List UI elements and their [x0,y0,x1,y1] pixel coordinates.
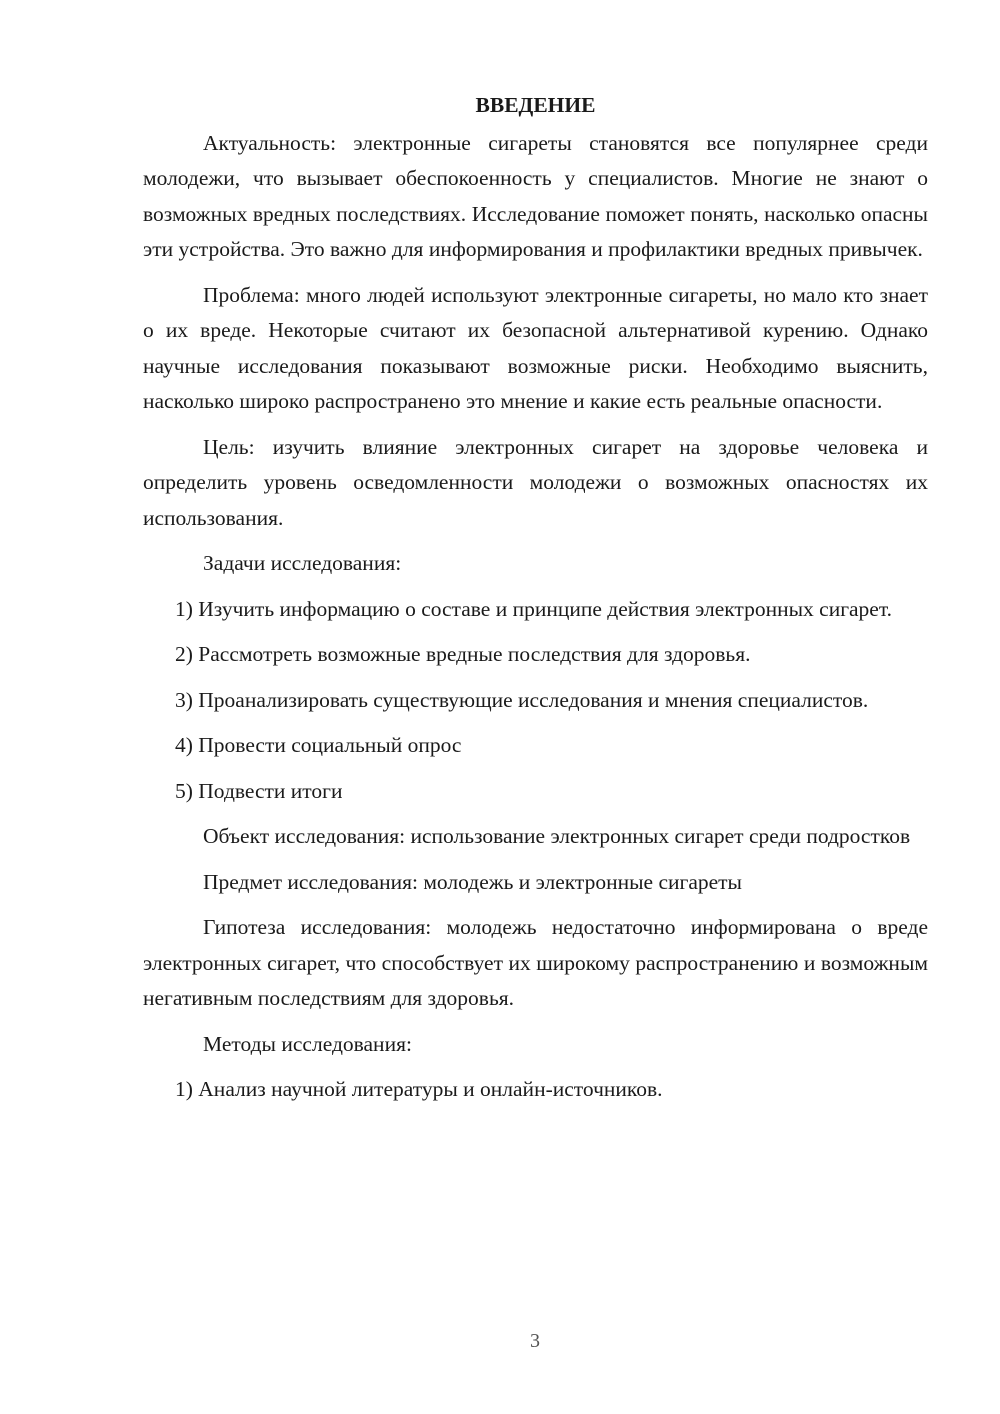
task-item-5: 5) Подвести итоги [175,778,343,803]
document-page [143,88,928,1118]
paragraph-hypothesis: Гипотеза исследования: молодежь недостаточно информирована о вреде электронных сигарет, что способствует их широкому распространению и возможным негативным последствиям для здоровья. [143,915,928,1010]
paragraph-goal: Цель: изучить влияние электронных сигарет на здоровье человека и определить уровень осведомленности молодежи о возможных опасностях их использования. [143,434,928,530]
task-item-2: 2) Рассмотреть возможные вредные последствия для здоровья. [175,642,751,666]
page-number: 3 [530,1330,540,1352]
task-item-1: 1) Изучить информацию о составе и принципе действия электронных сигарет. [175,596,893,621]
paragraph-subject: Предмет исследования: молодежь и электронные сигареты [203,869,743,894]
task-item-4: 4) Провести социальный опрос [175,733,462,757]
task-item-3: 3) Проанализировать существующие исследования и мнения специалистов. [175,687,869,712]
paragraph-problem: Проблема: много людей используют электронные сигареты, но мало кто знает о их вреде. Некоторые считают их безопасной альтернативой курению. Однако научные исследования показывают возможные риски. Необходимо выяснить, насколько широко распространено это мнение и какие есть реальные опасности. [143,282,928,413]
method-item-1: 1) Анализ научной литературы и онлайн-источников. [175,1077,663,1101]
section-title: ВВЕДЕНИЕ [475,93,596,117]
paragraph-object: Объект исследования: использование электронных сигарет среди подростков [203,824,911,848]
paragraph-relevance: Актуальность: электронные сигареты становятся все популярнее среди молодежи, что вызывает обеспокоенность у специалистов. Многие не знают о возможных вредных последствиях. Исследование поможет понять, насколько опасны эти устройства. Это важно для информирования и профилактики вредных привычек. [143,130,928,261]
tasks-heading: Задачи исследования: [203,551,402,575]
methods-heading: Методы исследования: [203,1031,412,1056]
